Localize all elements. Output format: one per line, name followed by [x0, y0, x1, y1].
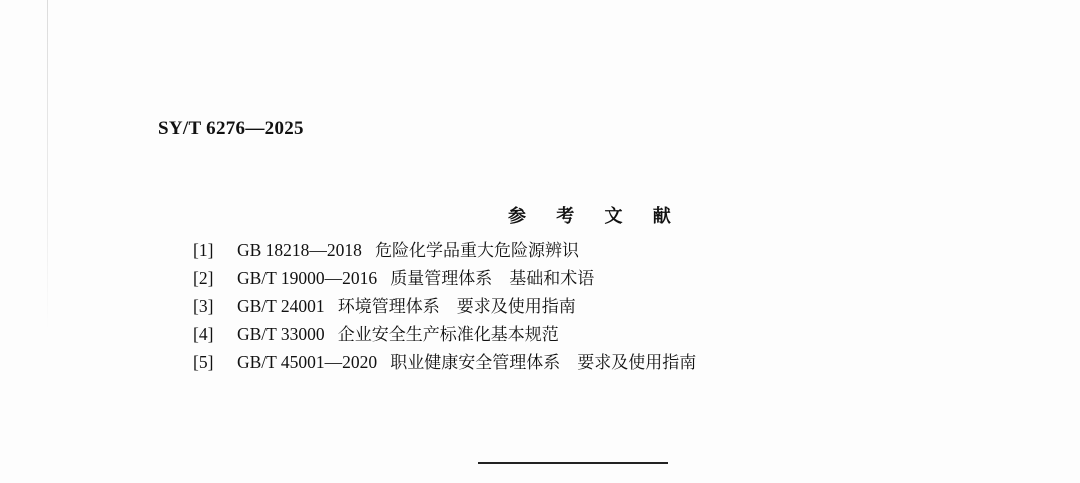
reference-item	[193, 320, 696, 348]
reference-title: 环境管理体系 要求及使用指南	[337, 297, 576, 317]
reference-code: GB/T 24001	[237, 296, 325, 316]
reference-title: 职业健康安全管理体系 要求及使用指南	[390, 353, 697, 373]
reference-item	[193, 264, 696, 292]
reference-number: [3]	[193, 296, 214, 316]
reference-number: [5]	[193, 352, 214, 372]
standard-code: SY/T 6276—2025	[158, 118, 304, 139]
bibliography-title: 参 考 文 献	[508, 206, 683, 227]
reference-item	[193, 236, 696, 264]
reference-code: GB/T 19000—2016	[237, 268, 378, 288]
reference-code: GB/T 33000	[237, 324, 325, 344]
reference-title: 质量管理体系 基础和术语	[390, 269, 595, 289]
bibliography-list	[193, 236, 696, 376]
reference-title: 企业安全生产标准化基本规范	[337, 325, 559, 345]
page-edge-shadow	[47, 0, 48, 330]
reference-number: [2]	[193, 268, 214, 288]
reference-title: 危险化学品重大危险源辨识	[375, 241, 580, 261]
reference-number: [4]	[193, 324, 214, 344]
reference-code: GB/T 45001—2020	[237, 352, 378, 372]
reference-item	[193, 348, 696, 376]
reference-code: GB 18218—2018	[237, 240, 362, 260]
end-rule-divider	[478, 462, 668, 464]
reference-item	[193, 292, 696, 320]
reference-number: [1]	[193, 240, 214, 260]
